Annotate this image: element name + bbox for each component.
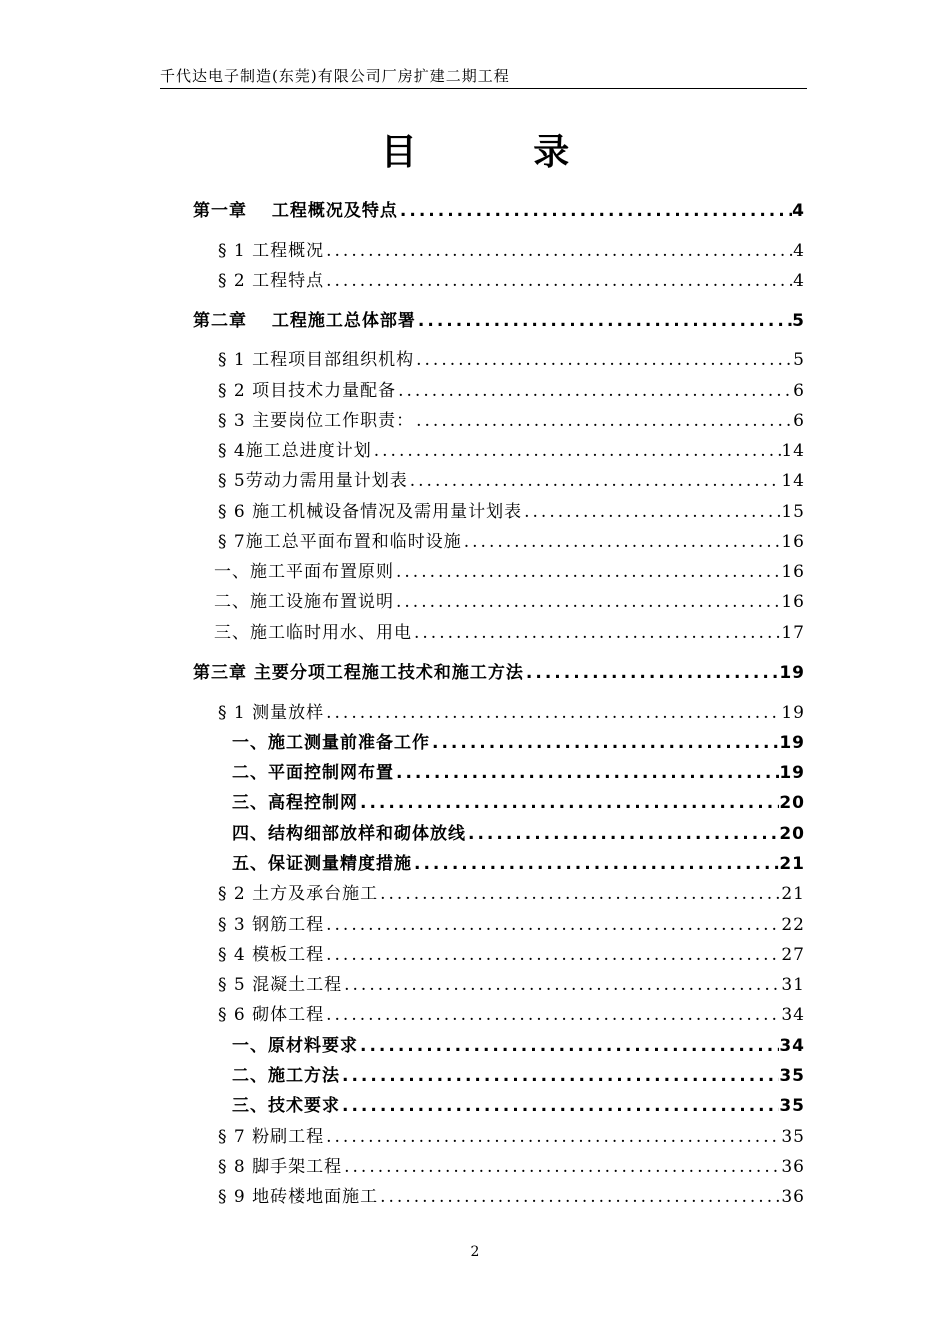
toc-title: 目 录 xyxy=(380,132,622,173)
toc-entry[interactable] xyxy=(218,379,805,403)
toc-entry-page: 35 xyxy=(779,1066,805,1086)
toc-leader-dots xyxy=(358,1034,779,1058)
toc-leader-dots xyxy=(324,1003,781,1027)
toc-entry-page: 22 xyxy=(781,915,805,935)
toc-entry[interactable] xyxy=(218,409,805,433)
toc-entry-page: 21 xyxy=(781,884,805,904)
toc-entry-page: 4 xyxy=(793,271,805,291)
toc-entry[interactable] xyxy=(214,590,805,614)
toc-leader-dots xyxy=(342,973,781,997)
toc-entry[interactable] xyxy=(232,791,805,815)
toc-entry[interactable] xyxy=(218,500,805,524)
toc-entry-page: 35 xyxy=(781,1127,805,1147)
toc-entry-page: 34 xyxy=(781,1005,805,1025)
toc-entry-label: § 5劳动力需用量计划表 xyxy=(218,471,408,491)
toc-entry[interactable] xyxy=(218,1185,805,1209)
toc-entry[interactable] xyxy=(218,239,805,263)
toc-entry[interactable] xyxy=(218,1125,805,1149)
toc-entry-label: § 7 粉刷工程 xyxy=(218,1127,325,1147)
toc-entry-label: 一、原材料要求 xyxy=(232,1036,358,1056)
toc-entry-label: § 5 混凝土工程 xyxy=(218,975,343,995)
toc-entry-page: 35 xyxy=(779,1096,805,1116)
toc-leader-dots xyxy=(342,1155,781,1179)
toc-entry[interactable] xyxy=(232,1034,805,1058)
toc-entry[interactable] xyxy=(218,701,805,725)
toc-leader-dots xyxy=(408,469,782,493)
toc-entry-page: 36 xyxy=(781,1157,805,1177)
toc-entry-label: 第一章 工程概况及特点 xyxy=(193,201,398,221)
toc-entry-page: 31 xyxy=(781,975,805,995)
toc-entry[interactable] xyxy=(232,1064,805,1088)
toc-entry-page: 16 xyxy=(781,532,805,552)
toc-entry-label: 五、保证测量精度措施 xyxy=(232,854,412,874)
toc-leader-dots xyxy=(396,379,793,403)
toc-entry-page: 21 xyxy=(779,854,805,874)
toc-entry-page: 6 xyxy=(793,381,805,401)
toc-entry[interactable] xyxy=(232,852,805,876)
toc-leader-dots xyxy=(394,560,781,584)
toc-entry-page: 4 xyxy=(793,241,805,261)
toc-entry-page: 5 xyxy=(792,311,805,331)
toc-entry[interactable] xyxy=(218,439,805,463)
toc-entry-label: 四、结构细部放样和砌体放线 xyxy=(232,824,466,844)
toc-entry-label: 二、施工方法 xyxy=(232,1066,340,1086)
toc-entry-page: 19 xyxy=(779,763,805,783)
toc-entry-page: 14 xyxy=(781,441,805,461)
toc-entry-label: § 2 土方及承台施工 xyxy=(218,884,379,904)
toc-entry-label: § 1 工程项目部组织机构 xyxy=(218,350,415,370)
toc-entry[interactable] xyxy=(218,913,805,937)
toc-entry-label: § 4施工总进度计划 xyxy=(218,441,372,461)
toc-leader-dots xyxy=(462,530,782,554)
toc-entry-label: § 9 地砖楼地面施工 xyxy=(218,1187,379,1207)
running-header: 千代达电子制造(东莞)有限公司厂房扩建二期工程 xyxy=(160,66,807,89)
toc-entry-label: 第二章 工程施工总体部署 xyxy=(193,311,416,331)
toc-leader-dots xyxy=(324,1125,781,1149)
toc-entry[interactable] xyxy=(218,348,805,372)
toc-entry-label: § 3 主要岗位工作职责： xyxy=(218,411,415,431)
toc-leader-dots xyxy=(340,1094,779,1118)
toc-entry-page: 6 xyxy=(793,411,805,431)
toc-entry-page: 15 xyxy=(781,502,805,522)
toc-entry[interactable] xyxy=(218,943,805,967)
toc-entry-label: 一、施工测量前准备工作 xyxy=(232,733,430,753)
toc-entry-label: § 6 砌体工程 xyxy=(218,1005,325,1025)
toc-leader-dots xyxy=(414,348,793,372)
toc-entry[interactable] xyxy=(218,882,805,906)
toc-entry[interactable] xyxy=(218,1155,805,1179)
toc-entry-page: 36 xyxy=(781,1187,805,1207)
toc-entry-label: 一、施工平面布置原则 xyxy=(214,562,394,582)
toc-leader-dots xyxy=(394,761,779,785)
toc-entry-label: § 3 钢筋工程 xyxy=(218,915,325,935)
toc-entry-page: 19 xyxy=(781,703,805,723)
toc-entry[interactable] xyxy=(193,309,805,333)
toc-entry-page: 16 xyxy=(781,592,805,612)
toc-entry-page: 4 xyxy=(792,201,805,221)
toc-entry[interactable] xyxy=(218,1003,805,1027)
toc-entry-page: 34 xyxy=(779,1036,805,1056)
toc-leader-dots xyxy=(358,791,779,815)
toc-leader-dots xyxy=(324,269,793,293)
toc-entry-label: 三、高程控制网 xyxy=(232,793,358,813)
toc-entry-label: 三、施工临时用水、用电 xyxy=(214,623,412,643)
toc-leader-dots xyxy=(398,199,792,223)
toc-entry-label: § 2 工程特点 xyxy=(218,271,325,291)
toc-entry-page: 19 xyxy=(779,663,805,683)
toc-leader-dots xyxy=(324,913,781,937)
toc-entry[interactable] xyxy=(232,761,805,785)
toc-entry-label: § 1 工程概况 xyxy=(218,241,325,261)
toc-entry[interactable] xyxy=(218,973,805,997)
toc-leader-dots xyxy=(412,852,779,876)
toc-entry-label: 三、技术要求 xyxy=(232,1096,340,1116)
toc-entry-page: 5 xyxy=(793,350,805,370)
toc-entry[interactable] xyxy=(214,621,805,645)
toc-entry-page: 16 xyxy=(781,562,805,582)
toc-leader-dots xyxy=(414,409,793,433)
toc-entry[interactable] xyxy=(193,199,805,223)
toc-entry-label: 二、施工设施布置说明 xyxy=(214,592,394,612)
toc-entry-label: § 4 模板工程 xyxy=(218,945,325,965)
toc-entry-page: 19 xyxy=(779,733,805,753)
toc-entry-label: § 1 测量放样 xyxy=(218,703,325,723)
page-number: 2 xyxy=(470,1244,480,1260)
toc-leader-dots xyxy=(394,590,781,614)
toc-leader-dots xyxy=(416,309,792,333)
toc-entry[interactable] xyxy=(214,560,805,584)
toc-entry-label: 二、平面控制网布置 xyxy=(232,763,394,783)
toc-leader-dots xyxy=(522,500,781,524)
toc-leader-dots xyxy=(372,439,782,463)
toc-entry[interactable] xyxy=(193,661,805,685)
toc-entry-page: 14 xyxy=(781,471,805,491)
toc-entry-label: § 8 脚手架工程 xyxy=(218,1157,343,1177)
toc-leader-dots xyxy=(412,621,781,645)
toc-entry-label: § 7施工总平面布置和临时设施 xyxy=(218,532,462,552)
toc-leader-dots xyxy=(430,731,779,755)
toc-leader-dots xyxy=(324,239,793,263)
toc-entry-page: 20 xyxy=(779,824,805,844)
toc-entry-page: 20 xyxy=(779,793,805,813)
toc-entry[interactable] xyxy=(232,822,805,846)
toc-leader-dots xyxy=(340,1064,779,1088)
toc-entry-label: § 6 施工机械设备情况及需用量计划表 xyxy=(218,502,523,522)
toc-entry[interactable] xyxy=(232,1094,805,1118)
toc-entry[interactable] xyxy=(218,269,805,293)
toc-entry[interactable] xyxy=(218,530,805,554)
toc-leader-dots xyxy=(524,661,779,685)
toc-entry-page: 17 xyxy=(781,623,805,643)
toc-leader-dots xyxy=(378,882,781,906)
toc-entry-label: § 2 项目技术力量配备 xyxy=(218,381,397,401)
toc-entry[interactable] xyxy=(218,469,805,493)
toc-entry[interactable] xyxy=(232,731,805,755)
toc-leader-dots xyxy=(378,1185,781,1209)
toc-entry-label: 第三章 主要分项工程施工技术和施工方法 xyxy=(193,663,524,683)
toc-entry-page: 27 xyxy=(781,945,805,965)
toc-leader-dots xyxy=(466,822,779,846)
toc-leader-dots xyxy=(324,701,781,725)
toc-leader-dots xyxy=(324,943,781,967)
